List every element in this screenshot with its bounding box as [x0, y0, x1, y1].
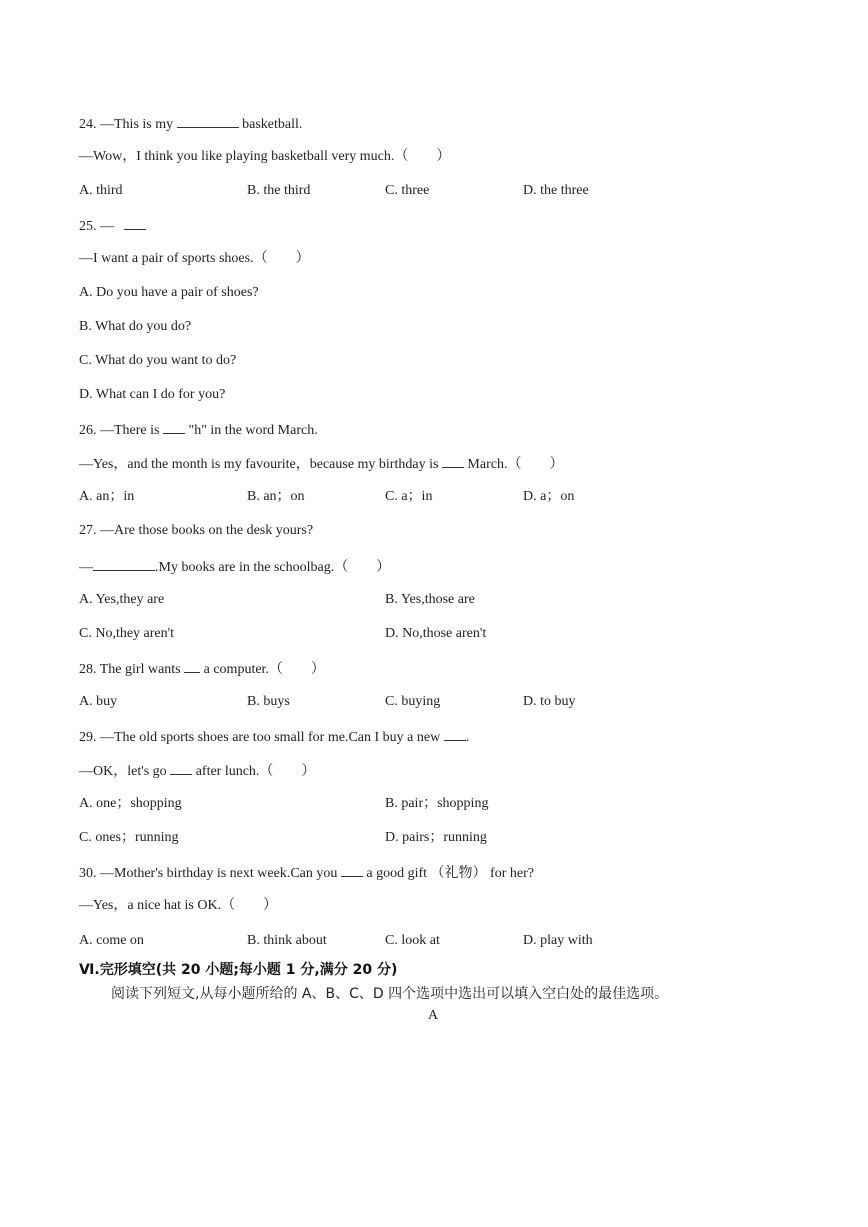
q25-reply: —I want a pair of sports shoes.（ ）	[79, 251, 310, 266]
q28-option-a: A. buy	[79, 694, 118, 709]
answer-blank	[184, 658, 200, 673]
answer-blank	[170, 760, 192, 775]
q29-options-row2	[79, 828, 839, 848]
q27-option-c: C. No,they aren't	[79, 626, 175, 641]
q28-prompt-text-end: a computer.（ ）	[200, 662, 325, 677]
q27-option-d: D. No,those aren't	[385, 626, 487, 641]
q24-reply: —Wow，I think you like playing basketball very much.（ ）	[79, 149, 451, 164]
q29-prompt	[79, 726, 828, 746]
q27-reply-dash: —	[79, 560, 93, 575]
q26-reply-text: —Yes，and the month is my favourite，because my birthday is	[79, 457, 442, 472]
q24-prompt-text: 24. —This is my	[79, 117, 177, 132]
q27-options-row1	[79, 590, 839, 610]
q25-option-c: C. What do you want to do?	[79, 353, 237, 368]
q24-options	[79, 181, 839, 201]
q29-option-c: C. ones；running	[79, 830, 179, 845]
q29-option-b: B. pair；shopping	[385, 796, 489, 811]
answer-blank	[341, 862, 363, 877]
answer-blank	[124, 215, 146, 230]
q27-option-a: A. Yes,they are	[79, 592, 165, 607]
q25-prompt-text: 25. —	[79, 219, 118, 234]
q28-option-b: B. buys	[247, 694, 290, 709]
q27-reply-text: .My books are in the schoolbag.（ ）	[155, 560, 391, 575]
q30-prompt-text: 30. —Mother's birthday is next week.Can you	[79, 866, 341, 881]
q26-prompt-text-end: "h" in the word March.	[184, 423, 318, 438]
q29-prompt-text: 29. —The old sports shoes are too small for me.Can I buy a new	[79, 730, 444, 745]
q26-options	[79, 487, 839, 507]
q26-option-a: A. an；in	[79, 489, 135, 504]
q27-option-b: B. Yes,those are	[385, 592, 475, 607]
q24-prompt-text-end: basketball.	[238, 117, 303, 132]
passage-label: A	[428, 1008, 439, 1023]
q30-option-b: B. think about	[247, 933, 327, 948]
q24-option-d: D. the three	[523, 183, 589, 198]
q24-option-a: A. third	[79, 183, 123, 198]
q25-option-b: B. What do you do?	[79, 319, 192, 334]
q26-option-d: D. a；on	[523, 489, 575, 504]
q29-reply-text: —OK，let's go	[79, 764, 171, 779]
q29-options-row1	[79, 794, 839, 814]
q26-prompt-text: 26. —There is	[79, 423, 163, 438]
q29-prompt-text-end: .	[465, 730, 470, 745]
section-title: Ⅵ.完形填空(共 20 小题;每小题 1 分,满分 20 分)	[79, 962, 398, 978]
q25-option-d: D. What can I do for you?	[79, 387, 226, 402]
q29-option-d: D. pairs；running	[385, 830, 487, 845]
answer-blank	[177, 113, 239, 128]
q27-reply	[79, 556, 828, 576]
q30-prompt	[79, 862, 828, 882]
answer-blank	[442, 453, 464, 468]
q28-prompt	[79, 658, 828, 678]
q25-prompt	[79, 215, 828, 235]
q30-prompt-text-end: a good gift （礼物） for her?	[362, 866, 534, 881]
answer-blank	[163, 419, 185, 434]
q28-option-c: C. buying	[385, 694, 441, 709]
q27-prompt: 27. —Are those books on the desk yours?	[79, 523, 314, 538]
answer-blank	[444, 726, 466, 741]
q26-reply	[79, 453, 828, 473]
q28-prompt-text: 28. The girl wants	[79, 662, 185, 677]
q27-options-row2	[79, 624, 839, 644]
q29-reply	[79, 760, 828, 780]
q26-option-c: C. a；in	[385, 489, 433, 504]
q25-option-a: A. Do you have a pair of shoes?	[79, 285, 259, 300]
q26-prompt	[79, 419, 828, 439]
q29-option-a: A. one；shopping	[79, 796, 182, 811]
section-instruction: 阅读下列短文,从每小题所给的 A、B、C、D 四个选项中选出可以填入空白处的最佳选项。	[111, 986, 669, 1002]
q26-option-b: B. an；on	[247, 489, 305, 504]
q26-reply-text-end: March.（ ）	[463, 457, 564, 472]
q29-reply-text-end: after lunch.（ ）	[192, 764, 316, 779]
q30-options	[79, 931, 839, 951]
answer-blank	[93, 556, 155, 571]
q28-options	[79, 692, 839, 712]
q30-option-a: A. come on	[79, 933, 144, 948]
q28-option-d: D. to buy	[523, 694, 576, 709]
q30-option-d: D. play with	[523, 933, 593, 948]
q30-reply: —Yes，a nice hat is OK.（ ）	[79, 898, 278, 913]
q24-prompt	[79, 113, 828, 133]
q24-option-c: C. three	[385, 183, 430, 198]
q24-option-b: B. the third	[247, 183, 311, 198]
q30-option-c: C. look at	[385, 933, 440, 948]
